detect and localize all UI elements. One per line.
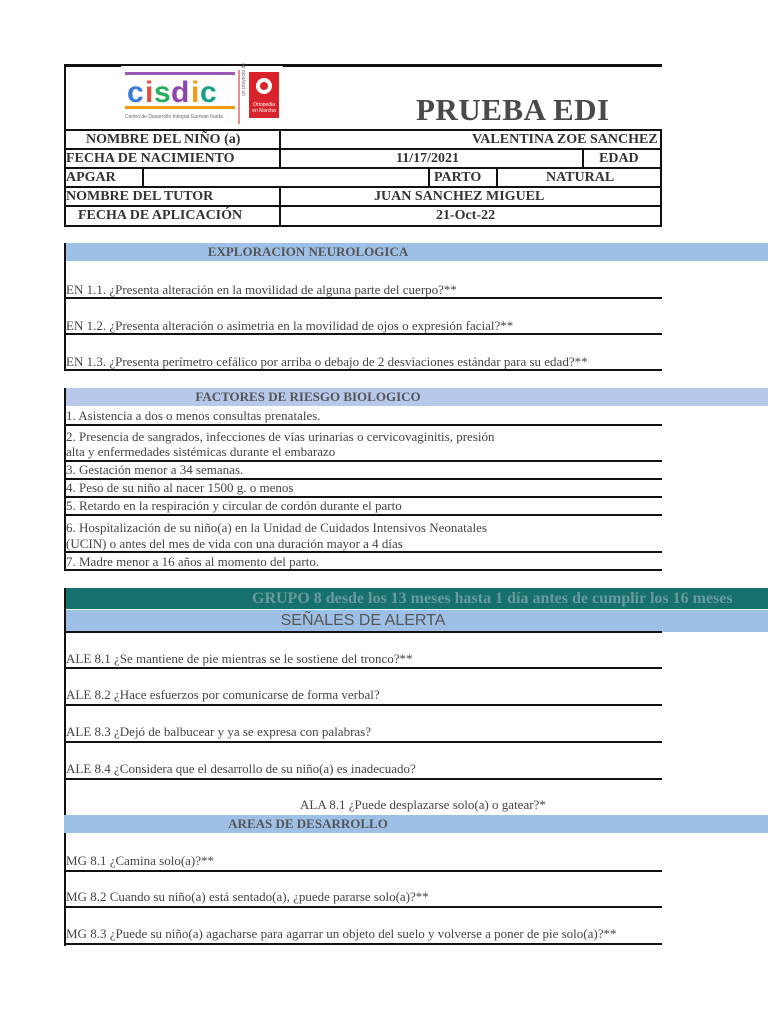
application-date-value[interactable]: 21-Oct-22 — [436, 208, 496, 223]
page-title: PRUEBA EDI — [416, 92, 610, 127]
svg-text:Ortopedia: Ortopedia — [253, 102, 275, 108]
bio-item[interactable]: 6. Hospitalización de su niño(a) en la Unidad de Cuidados Intensivos Neonatales — [66, 520, 487, 535]
svg-text:c: c — [127, 76, 144, 109]
neuro-section-header: EXPLORACION NEUROLOGICA — [64, 243, 768, 261]
application-date-label: FECHA DE APLICACIÓN — [78, 208, 243, 223]
svg-text:i: i — [191, 76, 200, 109]
svg-text:s: s — [154, 76, 171, 109]
neuro-question[interactable]: EN 1.3. ¿Presenta perímetro cefálico por arriba o debajo de 2 desviaciones estándar para su edad?** — [66, 354, 588, 369]
child-name-value[interactable]: VALENTINA ZOE SANCHEZ — [472, 132, 658, 147]
row-child-name — [64, 129, 662, 149]
child-name-label: NOMBRE DEL NIÑO (a) — [86, 132, 241, 147]
area-question[interactable]: MG 8.1 ¿Camina solo(a)?** — [66, 853, 215, 868]
row-apgar — [64, 167, 662, 187]
svg-text:i: i — [145, 76, 154, 109]
bio-item[interactable]: 5. Retardo en la respiración y circular de cordón durante el parto — [66, 498, 402, 513]
svg-text:en Marcha: en Marcha — [252, 108, 276, 114]
row-birth-date — [64, 148, 662, 168]
bio-item-cont: alta y enfermedades sistémicas durante el embarazo — [66, 444, 336, 459]
alert-question[interactable]: ALE 8.2 ¿Hace esfuerzos por comunicarse de forma verbal? — [66, 687, 380, 702]
birth-type-label: PARTO — [434, 170, 482, 185]
group-title: GRUPO 8 desde los 13 meses hasta 1 día antes de cumplir los 16 meses — [252, 590, 733, 607]
ala-question[interactable]: ALA 8.1 ¿Puede desplazarse solo(a) o gatear?* — [300, 797, 546, 812]
neuro-question[interactable]: EN 1.2. ¿Presenta alteración o asimetria en la movilidad de ojos o expresión facial?** — [66, 318, 514, 333]
areas-section-header: AREAS DE DESARROLLO — [64, 815, 768, 833]
alert-question[interactable]: ALE 8.4 ¿Considera que el desarrollo de su niño(a) es inadecuado? — [66, 761, 416, 776]
svg-text:c: c — [200, 76, 217, 109]
tutor-value[interactable]: JUAN SANCHEZ MIGUEL — [374, 189, 545, 204]
neuro-question[interactable]: EN 1.1. ¿Presenta alteración en la movilidad de alguna parte del cuerpo?** — [66, 282, 457, 297]
bio-item[interactable]: 3. Gestación menor a 34 semanas. — [66, 462, 244, 477]
birth-type-value[interactable]: NATURAL — [546, 170, 615, 185]
bio-item[interactable]: 2. Presencia de sangrados, infecciones de vías urinarias o cervicovaginitis, presión — [66, 429, 495, 444]
row-application-date — [64, 205, 662, 227]
apgar-label: APGAR — [66, 170, 116, 185]
cisdic-logo-icon — [121, 62, 283, 128]
birth-date-value[interactable]: 11/17/2021 — [396, 151, 460, 166]
tutor-label: NOMBRE DEL TUTOR — [66, 189, 214, 204]
row-tutor — [64, 186, 662, 206]
area-question[interactable]: MG 8.3 ¿Puede su niño(a) agacharse para agarrar un objeto del suelo y volverse a poner de pie solo(a)?** — [66, 926, 617, 941]
bio-item-cont: (UCIN) o antes del mes de vida con una duración mayor a 4 días — [66, 536, 403, 551]
alerts-title: SEÑALES DE ALERTA — [280, 612, 446, 629]
header-logos — [121, 62, 283, 128]
age-label: EDAD — [599, 151, 639, 166]
bio-item[interactable]: 7. Madre menor a 16 años al momento del parto. — [66, 554, 320, 569]
bio-item[interactable]: 1. Asistencia a dos o menos consultas prenatales. — [66, 408, 321, 423]
bio-item[interactable]: 4. Peso de su niño al nacer 1500 g. o menos — [66, 480, 294, 495]
area-question[interactable]: MG 8.2 Cuando su niño(a) está sentado(a), ¿puede pararse solo(a)?** — [66, 889, 429, 904]
svg-text:Centro de Desarrollo Integral: Centro de Desarrollo Integral Gurman Itarda — [125, 114, 223, 120]
svg-text:d: d — [171, 76, 190, 109]
svg-text:un proyecto de: un proyecto de — [241, 62, 247, 96]
alert-question[interactable]: ALE 8.3 ¿Dejó de balbucear y ya se expresa con palabras? — [66, 724, 371, 739]
birth-date-label: FECHA DE NACIMIENTO — [66, 151, 235, 166]
bio-section-header: FACTORES DE RIESGO BIOLOGICO — [64, 388, 768, 406]
alert-question[interactable]: ALE 8.1 ¿Se mantiene de pie mientras se le sostiene del tronco?** — [66, 651, 413, 666]
